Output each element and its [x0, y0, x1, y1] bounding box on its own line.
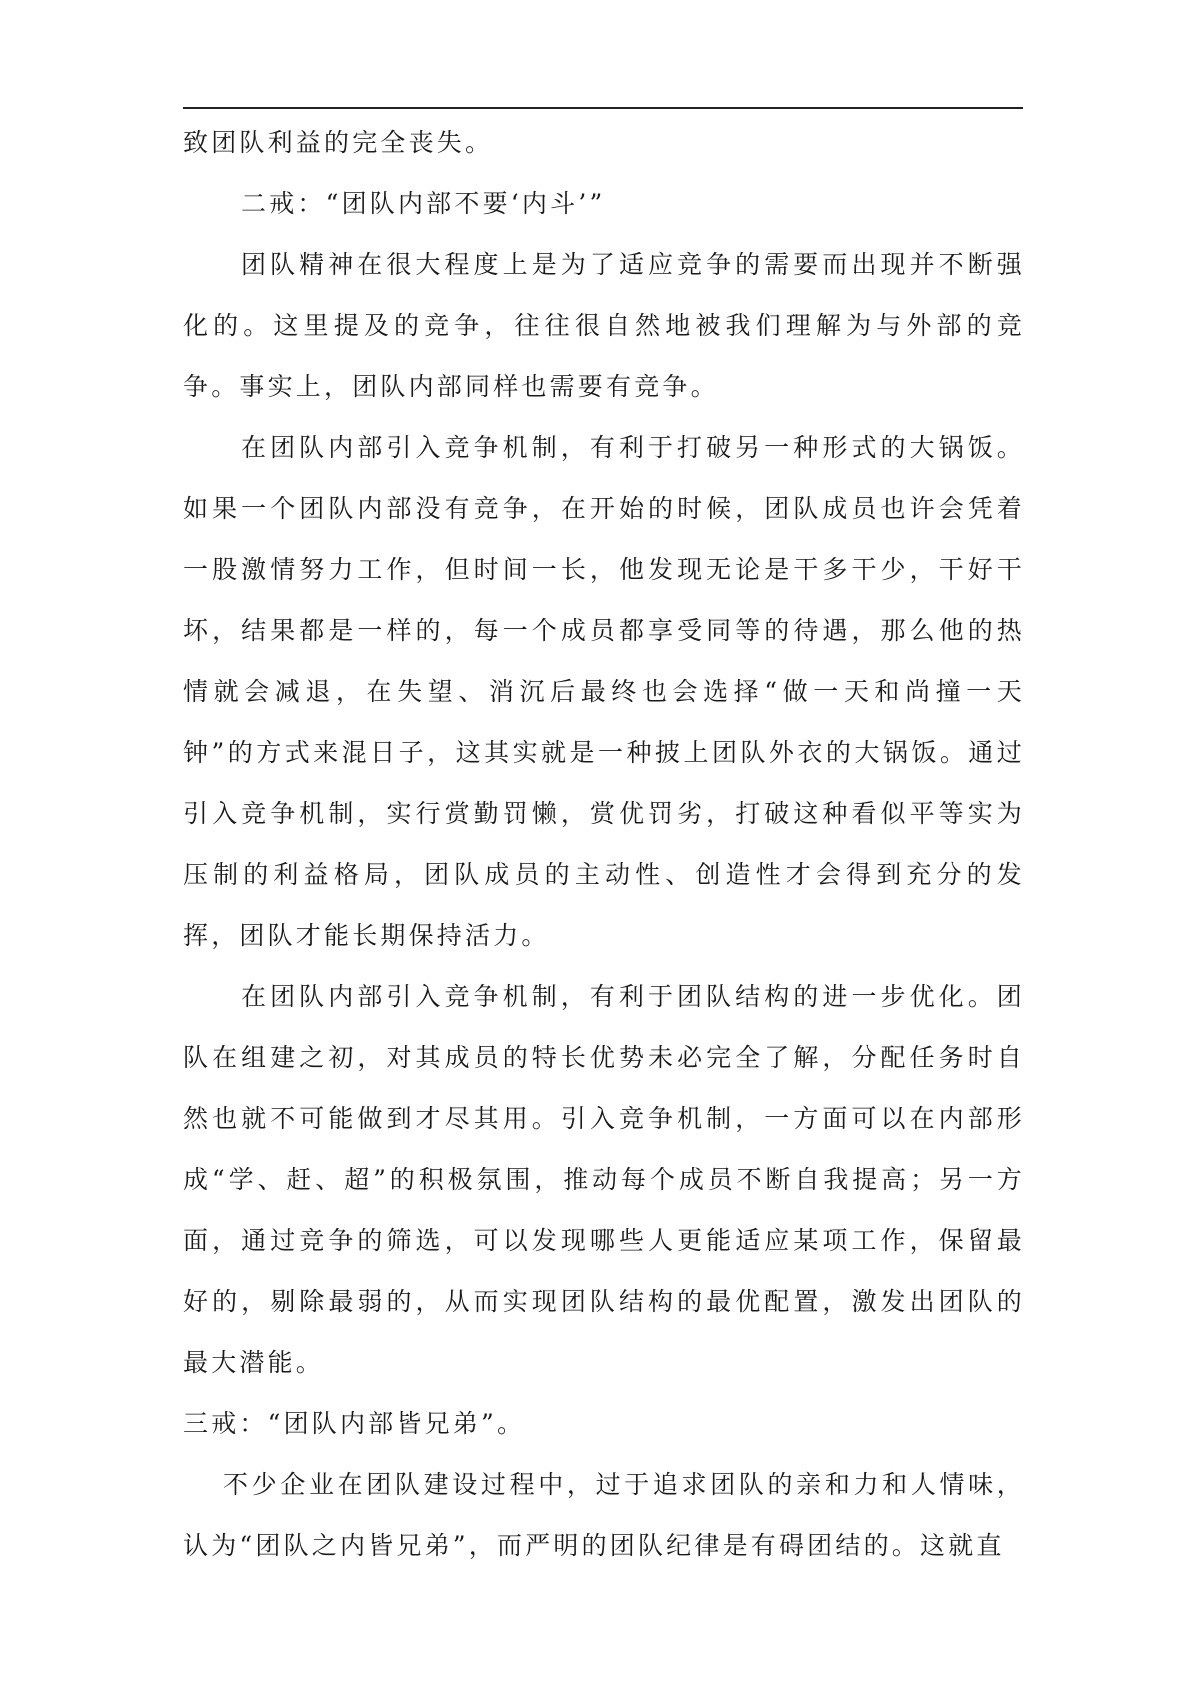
paragraph-continuation: 致团队利益的完全丧失。	[183, 128, 494, 157]
paragraph-brotherhood: 不少企业在团队建设过程中，过于追求团队的亲和力和人情味，认为“团队之内皆兄弟”，而严明的团队纪律是有碍团结的。这就直	[183, 1470, 1025, 1560]
section-heading-three: 三戒：“团队内部皆兄弟”。	[183, 1409, 526, 1438]
section-heading-two: 二戒：“团队内部不要‘内斗’”	[241, 189, 606, 218]
paragraph-competition-mechanism: 在团队内部引入竞争机制，有利于打破另一种形式的大锅饭。如果一个团队内部没有竞争，在开始的时候，团队成员也许会凭着一股激情努力工作，但时间一长，他发现无论是干多干少，干好干坏，结果都是一样的，每一个成员都享受同等的待遇，那么他的热情就会减退，在失望、消沉后最终也会选择“做一天和尚撞一天钟”的方式来混日子，这其实就是一种披上团队外衣的大锅饭。通过引入竞争机制，实行赏勤罚懒，赏优罚劣，打破这种看似平等实为压制的利益格局，团队成员的主动性、创造性才会得到充分的发挥，团队才能长期保持活力。	[183, 433, 1025, 950]
document-body	[183, 112, 1025, 1576]
header-rule	[183, 107, 1023, 109]
paragraph-structure-optimization: 在团队内部引入竞争机制，有利于团队结构的进一步优化。团队在组建之初，对其成员的特长优势未必完全了解，分配任务时自然也就不可能做到才尽其用。引入竞争机制，一方面可以在内部形成“学、赶、超”的积极氛围，推动每个成员不断自我提高；另一方面，通过竞争的筛选，可以发现哪些人更能适应某项工作，保留最好的，剔除最弱的，从而实现团队结构的最优配置，激发出团队的最大潜能。	[183, 982, 1025, 1377]
paragraph-team-spirit: 团队精神在很大程度上是为了适应竞争的需要而出现并不断强化的。这里提及的竞争，往往很自然地被我们理解为与外部的竞争。事实上，团队内部同样也需要有竞争。	[183, 250, 1025, 401]
